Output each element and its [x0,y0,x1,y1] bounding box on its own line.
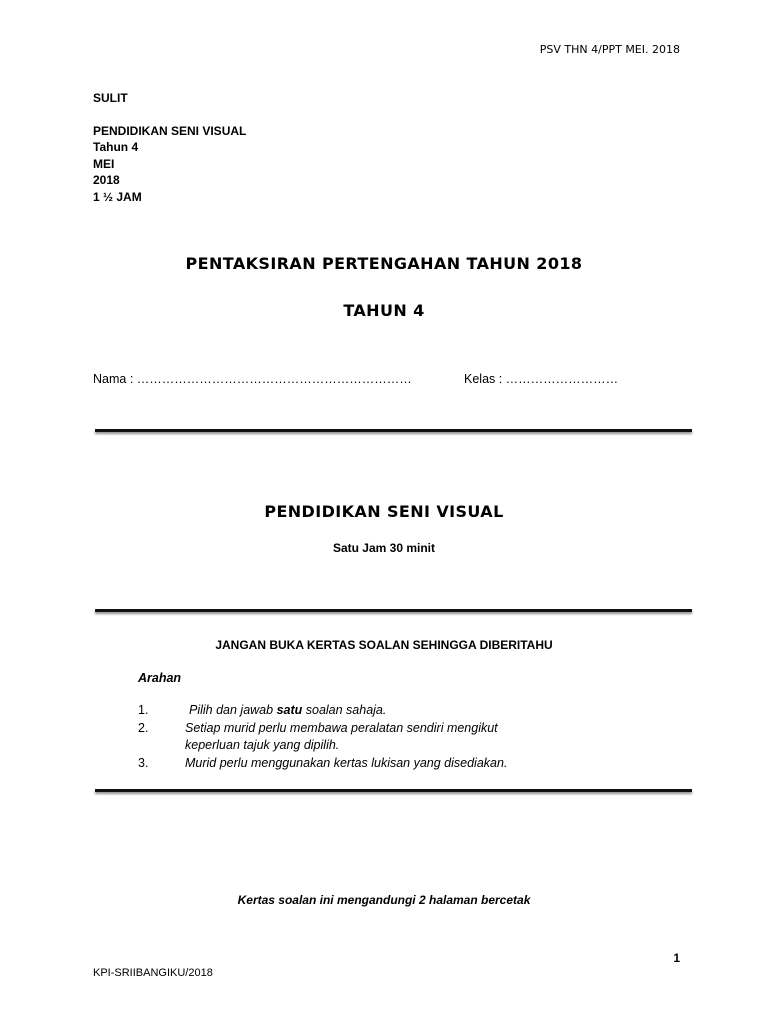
month-label: MEI [93,156,115,171]
instruction-text: Setiap murid perlu membawa peralatan sendiri mengikut [185,720,498,735]
instruction-item [138,720,507,755]
subject-label: PENDIDIKAN SENI VISUAL [93,123,247,138]
paper-title: PENDIDIKAN SENI VISUAL [264,502,504,521]
exam-meta [93,90,246,205]
divider-rule [95,609,692,612]
exam-title: PENTAKSIRAN PERTENGAHAN TAHUN 2018 [185,254,583,273]
divider-rule [95,789,692,792]
instructions-heading: Arahan [138,671,182,685]
instruction-text: soalan sahaja. [302,703,387,717]
instruction-text: Murid perlu menggunakan kertas lukisan yang disediakan. [185,755,508,770]
notice-text: JANGAN BUKA KERTAS SOALAN SEHINGGA DIBERITAHU [215,638,553,652]
instruction-number: 1. [138,703,149,717]
exam-level: TAHUN 4 [343,301,425,320]
kelas-field: Kelas : ……………………… [464,372,619,386]
status-label: SULIT [93,91,128,105]
student-fields [93,372,653,386]
duration-label: 1 ½ JAM [93,189,142,204]
instruction-text: Pilih dan jawab [189,703,277,717]
nama-field: Nama : ………………………………………………………… [93,372,412,386]
footer-code: KPI-SRIIBANGIKU/2018 [93,967,213,979]
instruction-emphasis: satu [276,703,303,717]
page-number: 1 [673,951,680,965]
year-level-label: Tahun 4 [93,140,139,154]
instruction-number: 3. [138,755,149,770]
page-count-note: Kertas soalan ini mengandungi 2 halaman bercetak [237,893,531,907]
year-label: 2018 [93,173,120,187]
instruction-item [138,702,507,720]
paper-duration: Satu Jam 30 minit [332,541,436,555]
instructions-list [138,702,507,772]
instruction-item [138,755,507,773]
instruction-number: 2. [138,720,149,735]
instruction-text: keperluan tajuk yang dipilih. [185,738,340,752]
divider-rule [95,429,692,432]
header-code: PSV THN 4/PPT MEI. 2018 [539,43,680,56]
